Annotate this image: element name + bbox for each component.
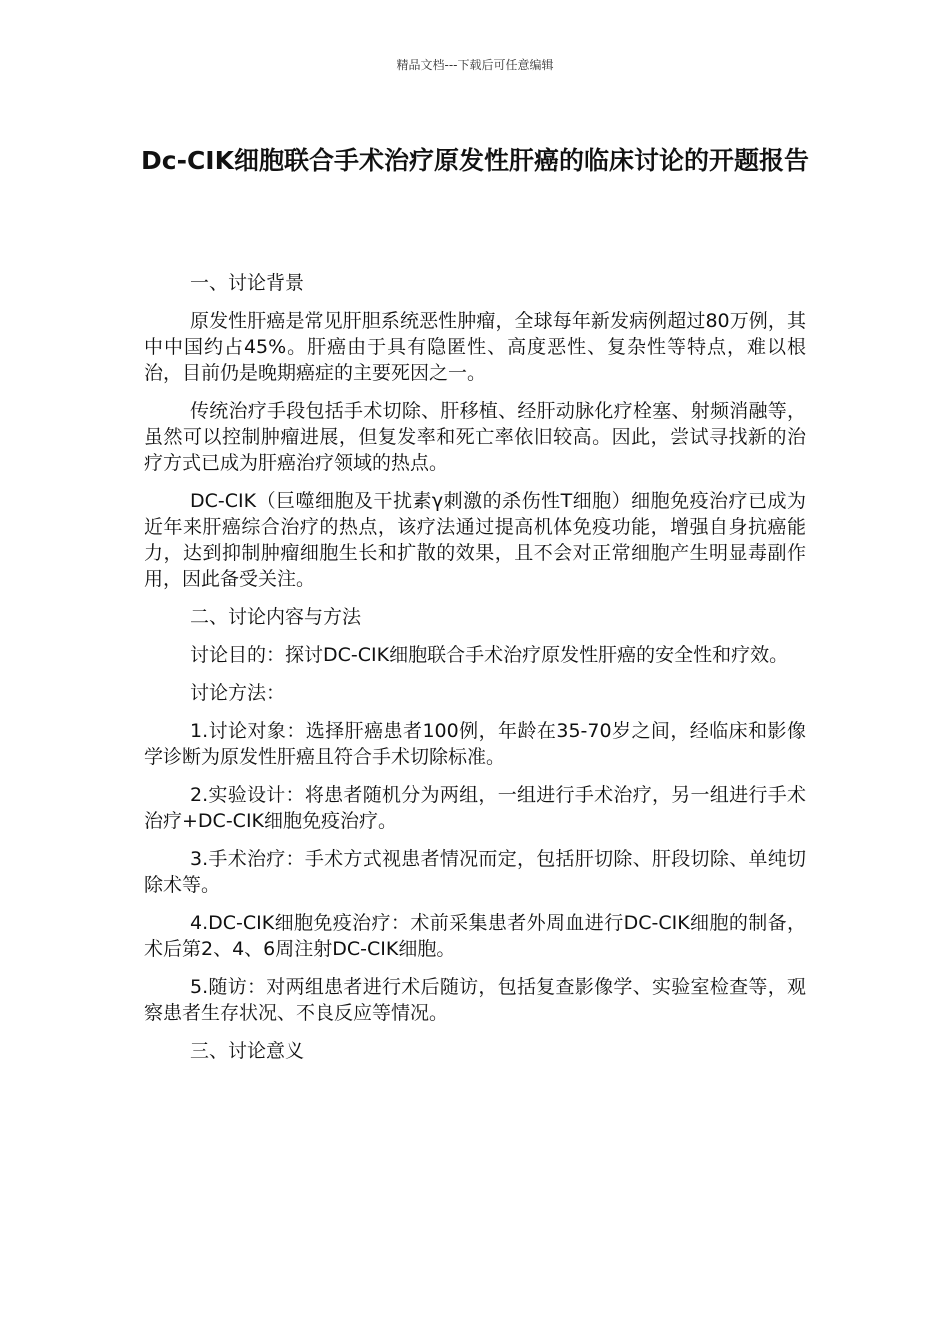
section-heading-significance: 三、讨论意义 [190, 1040, 305, 1062]
paragraph-background-1: 原发性肝癌是常见肝胆系统恶性肿瘤，全球每年新发病例超过80万例，其中中国约占45%。肝癌由于具有隐匿性、高度恶性、复杂性等特点，难以根治，目前仍是晚期癌症的主要死因之一。 [144, 310, 806, 384]
section-heading-background: 一、讨论背景 [190, 272, 305, 294]
paragraph-methods-label: 讨论方法： [190, 682, 286, 704]
paragraph-method-2: 2.实验设计：将患者随机分为两组，一组进行手术治疗，另一组进行手术治疗+DC-CIK细胞免疫治疗。 [144, 784, 806, 832]
document-body [144, 270, 806, 1076]
paragraph-method-4: 4.DC-CIK细胞免疫治疗：术前采集患者外周血进行DC-CIK细胞的制备，术后第2、4、6周注射DC-CIK细胞。 [144, 912, 806, 960]
paragraph-background-2: 传统治疗手段包括手术切除、肝移植、经肝动脉化疗栓塞、射频消融等，虽然可以控制肿瘤进展，但复发率和死亡率依旧较高。因此，尝试寻找新的治疗方式已成为肝癌治疗领域的热点。 [144, 400, 806, 474]
page-header: 精品文档---下载后可任意编辑 [396, 58, 554, 72]
paragraph-method-5: 5.随访：对两组患者进行术后随访，包括复查影像学、实验室检查等，观察患者生存状况、不良反应等情况。 [144, 976, 806, 1024]
paragraph-method-1: 1.讨论对象：选择肝癌患者100例，年龄在35-70岁之间，经临床和影像学诊断为原发性肝癌且符合手术切除标准。 [144, 720, 806, 768]
paragraph-objective: 讨论目的：探讨DC-CIK细胞联合手术治疗原发性肝癌的安全性和疗效。 [190, 644, 789, 666]
document-title: Dc-CIK细胞联合手术治疗原发性肝癌的临床讨论的开题报告 [141, 146, 809, 175]
paragraph-method-3: 3.手术治疗：手术方式视患者情况而定，包括肝切除、肝段切除、单纯切除术等。 [144, 848, 806, 896]
section-heading-content-methods: 二、讨论内容与方法 [190, 606, 362, 628]
paragraph-background-3: DC-CIK（巨噬细胞及干扰素γ刺激的杀伤性T细胞）细胞免疫治疗已成为近年来肝癌综合治疗的热点，该疗法通过提高机体免疫功能，增强自身抗癌能力，达到抑制肿瘤细胞生长和扩散的效果，且不会对正常细胞产生明显毒副作用，因此备受关注。 [144, 490, 806, 590]
